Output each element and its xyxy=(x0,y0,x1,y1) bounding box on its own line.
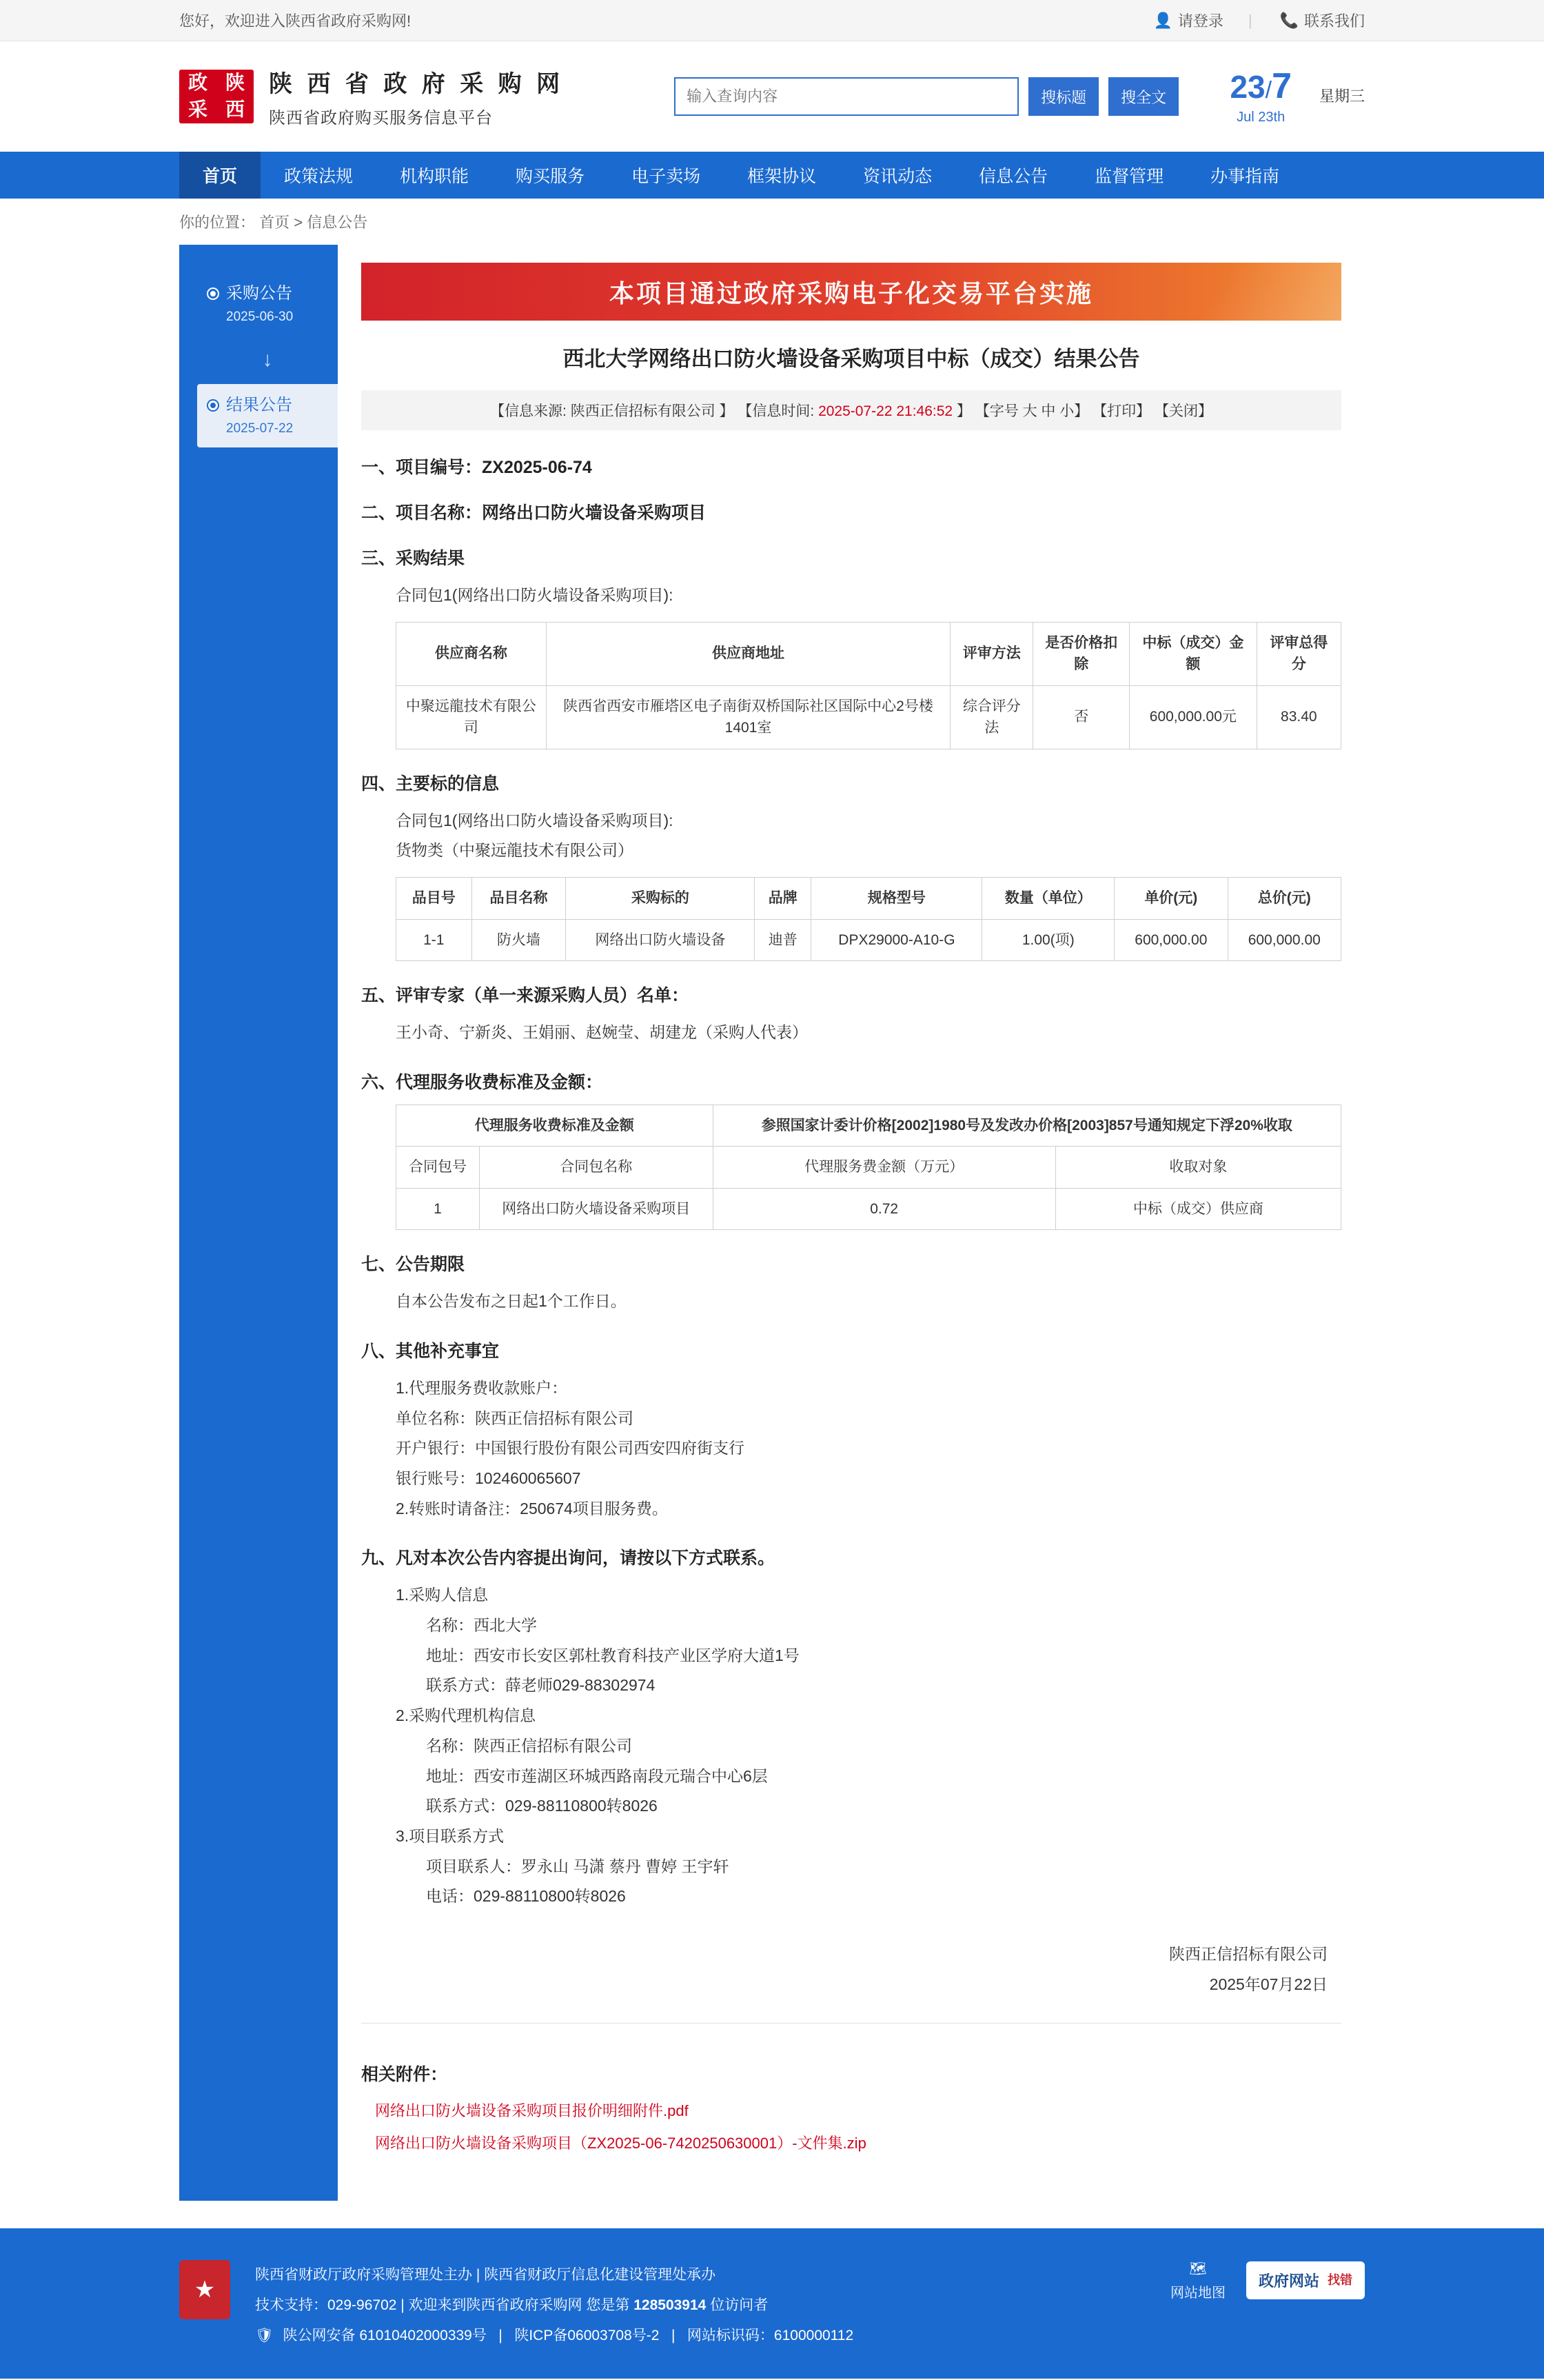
td-fee-amount: 0.72 xyxy=(713,1188,1055,1230)
logo-char-3: 采 xyxy=(187,99,207,121)
site-subname: 陕西省政府购买服务信息平台 xyxy=(269,109,493,128)
footer-police-record[interactable]: 陕公网安备 61010402000339号 xyxy=(283,2327,487,2343)
section-3-package: 合同包1(网络出口防火墙设备采购项目): xyxy=(396,586,673,604)
agency-fee-table xyxy=(396,1105,1341,1231)
td-package-name: 网络出口防火墙设备采购项目 xyxy=(479,1188,713,1230)
meta-source-value: 陕西正信招标有限公司 xyxy=(570,403,715,419)
search-title-button[interactable]: 搜标题 xyxy=(1028,77,1099,116)
nav-item-home[interactable]: 首页 xyxy=(179,152,261,199)
section-9-group-3-line-2: 电话：029-88110800转8026 xyxy=(426,1887,626,1906)
footer-site-id: 网站标识码：6100000112 xyxy=(687,2327,854,2343)
footer-icp[interactable]: 陕ICP备06003708号-2 xyxy=(514,2327,660,2343)
sidebar-item-date: 2025-06-30 xyxy=(226,309,294,324)
nav-item-news[interactable]: 资讯动态 xyxy=(863,167,933,186)
meta-source-end: 】 xyxy=(719,403,734,419)
logo-char-2: 陕 xyxy=(225,72,245,94)
gov-badge-label: 政府网站 xyxy=(1258,2272,1319,2290)
th-price-deduction: 是否价格扣除 xyxy=(1033,622,1130,685)
section-9-group-1-title: 1.采购人信息 xyxy=(396,1586,489,1604)
signature-date: 2025年07月22日 xyxy=(1209,1975,1328,1993)
contact-label: 联系我们 xyxy=(1303,12,1365,30)
th-item-name: 品目名称 xyxy=(471,878,566,920)
sidebar-item-date: 2025-07-22 xyxy=(226,421,294,436)
footer-visit-count: 128503914 xyxy=(633,2297,707,2313)
date-separator: / xyxy=(1265,77,1272,103)
section-1-heading: 一、项目编号：ZX2025-06-74 xyxy=(361,458,592,477)
section-9-group-2-line-2: 地址：西安市莲湖区环城西路南段元瑞合中心6层 xyxy=(426,1766,768,1785)
section-8-line-5: 2.转账时请备注：250674项目服务费。 xyxy=(396,1499,668,1517)
site-footer xyxy=(0,2228,1544,2379)
section-8-heading: 八、其他补充事宜 xyxy=(361,1341,500,1361)
meta-time-end: 】 xyxy=(956,403,971,419)
section-3-heading: 三、采购结果 xyxy=(361,549,465,568)
footer-line-2 xyxy=(255,2290,853,2321)
section-8-line-3: 开户银行：中国银行股份有限公司西安四府街支行 xyxy=(396,1439,744,1458)
phone-icon: 📞 xyxy=(1279,11,1299,29)
nav-item-purchase-service[interactable]: 购买服务 xyxy=(516,167,585,186)
td-item-name: 防火墙 xyxy=(471,919,566,961)
national-emblem-icon: ★ xyxy=(179,2260,230,2319)
th-package-no: 合同包号 xyxy=(396,1147,480,1189)
section-9-group-3-line-1: 项目联系人：罗永山 马潇 蔡丹 曹婷 王宇轩 xyxy=(426,1857,729,1875)
breadcrumb-current: 信息公告 xyxy=(307,214,368,231)
sidebar-item-purchase-notice[interactable] xyxy=(197,272,338,336)
footer-right-block xyxy=(1170,2260,1365,2301)
date-day: 23 xyxy=(1230,68,1266,105)
section-2-heading: 二、项目名称：网络出口防火墙设备采购项目 xyxy=(361,503,707,523)
attachment-link-zip[interactable]: 网络出口防火墙设备采购项目（ZX2025-06-7420250630001）-文件集.zip xyxy=(375,2134,866,2152)
td-unit-price: 600,000.00 xyxy=(1115,919,1228,961)
td-item-no: 1-1 xyxy=(396,919,472,961)
section-5-heading: 五、评审专家（单一来源采购人员）名单： xyxy=(361,986,689,1006)
nav-item-emarket[interactable]: 电子卖场 xyxy=(631,167,701,186)
breadcrumb-home[interactable]: 首页 xyxy=(259,214,290,231)
date-widget xyxy=(1230,65,1365,125)
footer-line-3: 🛡 陕公网安备 61010402000339号 | 陕ICP备06003708号-2 | 网站标识码：6100000112 xyxy=(255,2321,853,2351)
section-4-heading: 四、主要标的信息 xyxy=(361,774,500,794)
table-row xyxy=(396,919,1341,961)
td-total-score: 83.40 xyxy=(1257,685,1341,749)
th-total-score: 评审总得分 xyxy=(1257,622,1341,685)
td-brand: 迪普 xyxy=(755,919,811,961)
section-9-group-1-line-3: 联系方式：薛老师029-88302974 xyxy=(426,1676,656,1695)
section-8-line-4: 银行账号：102460065607 xyxy=(396,1469,581,1487)
document-meta-bar xyxy=(361,390,1341,430)
timeline-arrow-icon: ↓ xyxy=(262,348,273,372)
timeline-dot-icon xyxy=(208,401,218,410)
td-fee-payer: 中标（成交）供应商 xyxy=(1055,1188,1341,1230)
nav-item-announcements[interactable]: 信息公告 xyxy=(979,167,1048,186)
meta-time-label: 【信息时间: xyxy=(738,403,815,419)
td-package-no: 1 xyxy=(396,1188,480,1230)
shield-icon: 🛡 xyxy=(255,2327,274,2343)
breadcrumb xyxy=(0,199,1544,245)
section-8-line-1: 1.代理服务费收款账户： xyxy=(396,1378,568,1397)
site-logo[interactable] xyxy=(179,65,564,128)
footer-visit-suffix: 位访问者 xyxy=(710,2297,769,2313)
document-content xyxy=(338,245,1365,2201)
weekday-label: 星期三 xyxy=(1319,88,1365,105)
footer-support-text: 技术支持：029-96702 | 欢迎来到陕西省政府采购网 您是第 xyxy=(255,2297,630,2313)
section-4-category: 货物类（中聚远龍技术有限公司） xyxy=(396,841,633,860)
table-header-row xyxy=(396,878,1341,920)
section-7-heading: 七、公告期限 xyxy=(361,1255,465,1275)
result-table xyxy=(396,622,1341,749)
section-9-group-2-line-1: 名称：陕西正信招标有限公司 xyxy=(426,1736,632,1755)
login-label: 请登录 xyxy=(1177,12,1223,30)
nav-item-guide[interactable]: 办事指南 xyxy=(1210,167,1280,186)
th-total-price: 总价(元) xyxy=(1228,878,1341,920)
th-award-amount: 中标（成交）金额 xyxy=(1130,622,1257,685)
th-model: 规格型号 xyxy=(811,878,982,920)
items-table xyxy=(396,877,1341,961)
section-4-package: 合同包1(网络出口防火墙设备采购项目): xyxy=(396,811,673,829)
search-area xyxy=(674,77,1179,116)
font-size-control[interactable]: 【字号 大 中 小】 xyxy=(975,403,1089,419)
date-month: 7 xyxy=(1272,65,1292,106)
contact-link[interactable] xyxy=(1280,10,1365,31)
date-numeric xyxy=(1230,65,1292,106)
gov-site-report-badge[interactable] xyxy=(1246,2261,1365,2299)
nav-item-policy[interactable]: 政策法规 xyxy=(284,167,354,186)
sitemap-label: 网站地图 xyxy=(1170,2285,1226,2301)
site-name: 陕 西 省 政 府 采 购 网 xyxy=(269,71,565,97)
login-link[interactable] xyxy=(1153,10,1223,31)
page-body xyxy=(0,245,1544,2228)
th-supplier-address: 供应商地址 xyxy=(546,622,950,685)
th-item-no: 品目号 xyxy=(396,878,472,920)
table-header-row xyxy=(396,1105,1341,1147)
site-header xyxy=(0,41,1544,152)
th-fee-payer: 收取对象 xyxy=(1055,1147,1341,1189)
th-unit-price: 单价(元) xyxy=(1115,878,1228,920)
map-icon: 🗺 xyxy=(1189,2261,1207,2277)
top-bar xyxy=(0,0,1544,41)
section-5-experts: 王小奇、宁新炎、王娟丽、赵婉莹、胡建龙（采购人代表） xyxy=(396,1023,808,1042)
logo-mark-icon xyxy=(179,70,254,123)
td-total-price: 600,000.00 xyxy=(1228,919,1341,961)
nav-item-functions[interactable]: 机构职能 xyxy=(400,167,469,186)
sidebar-item-result-notice[interactable] xyxy=(197,384,338,447)
td-supplier-address: 陕西省西安市雁塔区电子南街双桥国际社区国际中心2号楼1401室 xyxy=(546,685,950,749)
meta-source-label: 【信息来源: xyxy=(490,403,567,419)
th-fee-amount: 代理服务费金额（万元） xyxy=(713,1147,1055,1189)
table-row xyxy=(396,685,1341,749)
main-nav xyxy=(0,152,1544,199)
section-9-group-1-line-1: 名称：西北大学 xyxy=(426,1616,537,1635)
divider xyxy=(361,2023,1341,2024)
sidebar-item-label: 采购公告 xyxy=(226,284,292,303)
date-english: Jul 23th xyxy=(1237,109,1286,125)
td-supplier-name: 中聚远龍技术有限公司 xyxy=(396,685,547,749)
attachments-heading: 相关附件： xyxy=(361,2065,448,2085)
table-header-row xyxy=(396,622,1341,685)
timeline-dot-icon xyxy=(208,289,218,299)
print-button[interactable]: 【打印】 xyxy=(1093,403,1151,419)
section-8-line-2: 单位名称：陕西正信招标有限公司 xyxy=(396,1409,633,1427)
gov-badge-sub-label: 找错 xyxy=(1328,2272,1352,2287)
search-input[interactable] xyxy=(674,77,1019,116)
table-subheader-row xyxy=(396,1147,1341,1189)
breadcrumb-prefix: 你的位置： xyxy=(179,214,256,231)
close-button[interactable]: 【关闭】 xyxy=(1154,403,1212,419)
th-fee-basis: 参照国家计委计价格[2002]1980号及发改办价格[2003]857号通知规定下浮20%收取 xyxy=(713,1105,1341,1147)
td-price-deduction: 否 xyxy=(1033,685,1130,749)
th-review-method: 评审方法 xyxy=(951,622,1033,685)
th-brand: 品牌 xyxy=(755,878,811,920)
td-review-method: 综合评分法 xyxy=(951,685,1033,749)
section-6-heading: 六、代理服务收费标准及金额： xyxy=(361,1072,603,1092)
section-9-group-1-line-2: 地址：西安市长安区郭杜教育科技产业区学府大道1号 xyxy=(426,1646,800,1664)
section-9-group-3-title: 3.项目联系方式 xyxy=(396,1826,505,1845)
logo-char-4: 西 xyxy=(225,99,245,121)
td-procurement-target: 网络出口防火墙设备 xyxy=(566,919,755,961)
section-9-heading: 九、凡对本次公告内容提出询问，请按以下方式联系。 xyxy=(361,1549,775,1569)
sitemap-link[interactable] xyxy=(1170,2260,1226,2301)
topbar-divider: | xyxy=(1248,11,1252,29)
th-procurement-target: 采购标的 xyxy=(566,878,755,920)
td-award-amount: 600,000.00元 xyxy=(1130,685,1257,749)
page-title: 西北大学网络出口防火墙设备采购项目中标（成交）结果公告 xyxy=(562,347,1140,371)
signature-block xyxy=(361,1939,1341,1999)
section-7-body: 自本公告发布之日起1个工作日。 xyxy=(396,1292,627,1311)
footer-text-block xyxy=(255,2260,853,2351)
timeline-sidebar xyxy=(179,245,338,2201)
nav-item-framework[interactable]: 框架协议 xyxy=(747,167,817,186)
breadcrumb-sep: > xyxy=(294,214,303,231)
footer-line-1: 陕西省财政厅政府采购管理处主办 | 陕西省财政厅信息化建设管理处承办 xyxy=(255,2266,716,2283)
sidebar-item-label: 结果公告 xyxy=(226,396,292,415)
nav-item-supervision[interactable]: 监督管理 xyxy=(1095,167,1164,186)
th-fee-standard: 代理服务收费标准及金额 xyxy=(396,1105,713,1147)
section-9-group-2-title: 2.采购代理机构信息 xyxy=(396,1706,536,1725)
attachment-link-pdf[interactable]: 网络出口防火墙设备采购项目报价明细附件.pdf xyxy=(375,2102,689,2120)
th-quantity: 数量（单位） xyxy=(982,878,1115,920)
meta-time-value: 2025-07-22 21:46:52 xyxy=(818,403,953,419)
table-row xyxy=(396,1188,1341,1230)
signature-org: 陕西正信招标有限公司 xyxy=(1169,1944,1328,1963)
section-9-group-2-line-3: 联系方式：029-88110800转8026 xyxy=(426,1797,658,1815)
welcome-text: 您好，欢迎进入陕西省政府采购网! xyxy=(179,12,412,30)
platform-banner: 本项目通过政府采购电子化交易平台实施 xyxy=(361,263,1341,321)
user-icon: 👤 xyxy=(1153,11,1172,29)
td-quantity: 1.00(项) xyxy=(982,919,1115,961)
th-package-name: 合同包名称 xyxy=(479,1147,713,1189)
search-fulltext-button[interactable]: 搜全文 xyxy=(1108,77,1179,116)
th-supplier-name: 供应商名称 xyxy=(396,622,547,685)
logo-char-1: 政 xyxy=(187,72,207,94)
td-model: DPX29000-A10-G xyxy=(811,919,982,961)
